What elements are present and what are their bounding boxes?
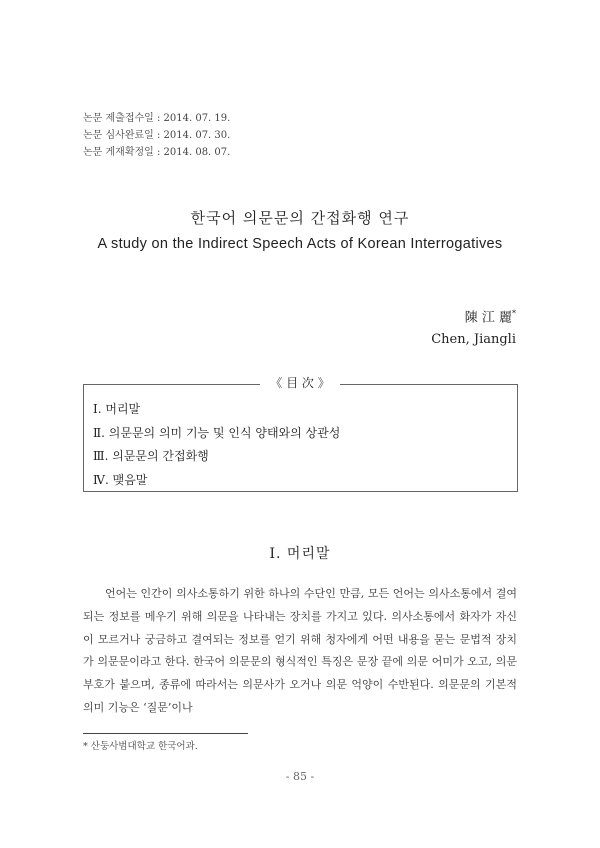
author-block [431, 303, 516, 351]
footnote: * 산둥사범대학교 한국어과. [83, 741, 198, 752]
toc-heading: 《 目 次 》 [0, 374, 600, 391]
submission-dates [83, 110, 230, 161]
title-english: A study on the Indirect Speech Acts of Korean Interrogatives [97, 236, 503, 252]
date-accepted: 논문 게재확정일 : 2014. 08. 07. [83, 147, 231, 158]
date-submitted: 논문 제출접수일 : 2014. 07. 19. [83, 113, 231, 124]
body-text [83, 583, 517, 720]
body-paragraph: 언어는 인간이 의사소통하기 위한 하나의 수단인 만큼, 모든 언어는 의사소통에서 결여되는 정보를 메우기 위해 의문을 나타내는 장치를 가지고 있다. 의사소통에서 화자가 자신이 모르거나 궁금하고 결여되는 정보를 얻기 위해 청자에게 어떤 내용을 묻는 문법적 장치가 의문문이라고 한다. 한국어 의문문의 형식적인 특징은 문장 끝에 의문 어미가 오고, 의문 부호가 붙으며, 종류에 따라서는 의문사가 오거나 의문 억양이 수반된다. 의문문의 기본적 의미 기능은 ‘질문’이나 [83, 587, 517, 714]
date-reviewed: 논문 심사완료일 : 2014. 07. 30. [83, 130, 231, 141]
author-footnote-mark: * [512, 309, 516, 318]
author-name-english: Chen, Jiangli [431, 332, 516, 348]
title-korean: 한국어 의문문의 간접화행 연구 [190, 209, 410, 227]
toc-item: Ⅲ. 의문문의 간접화행 [93, 449, 209, 463]
section-heading: Ⅰ. 머리말 [269, 546, 331, 562]
toc-item: Ⅰ. 머리말 [93, 402, 141, 416]
toc-list [93, 398, 340, 492]
page-number: - 85 - [285, 770, 315, 783]
author-name-hanja: 陳 江 麗* [464, 309, 516, 326]
toc-item: Ⅳ. 맺음말 [93, 472, 148, 487]
toc-item: Ⅱ. 의문문의 의미 기능 및 인식 양태와의 상관성 [93, 425, 341, 440]
footnote-rule [83, 733, 248, 734]
